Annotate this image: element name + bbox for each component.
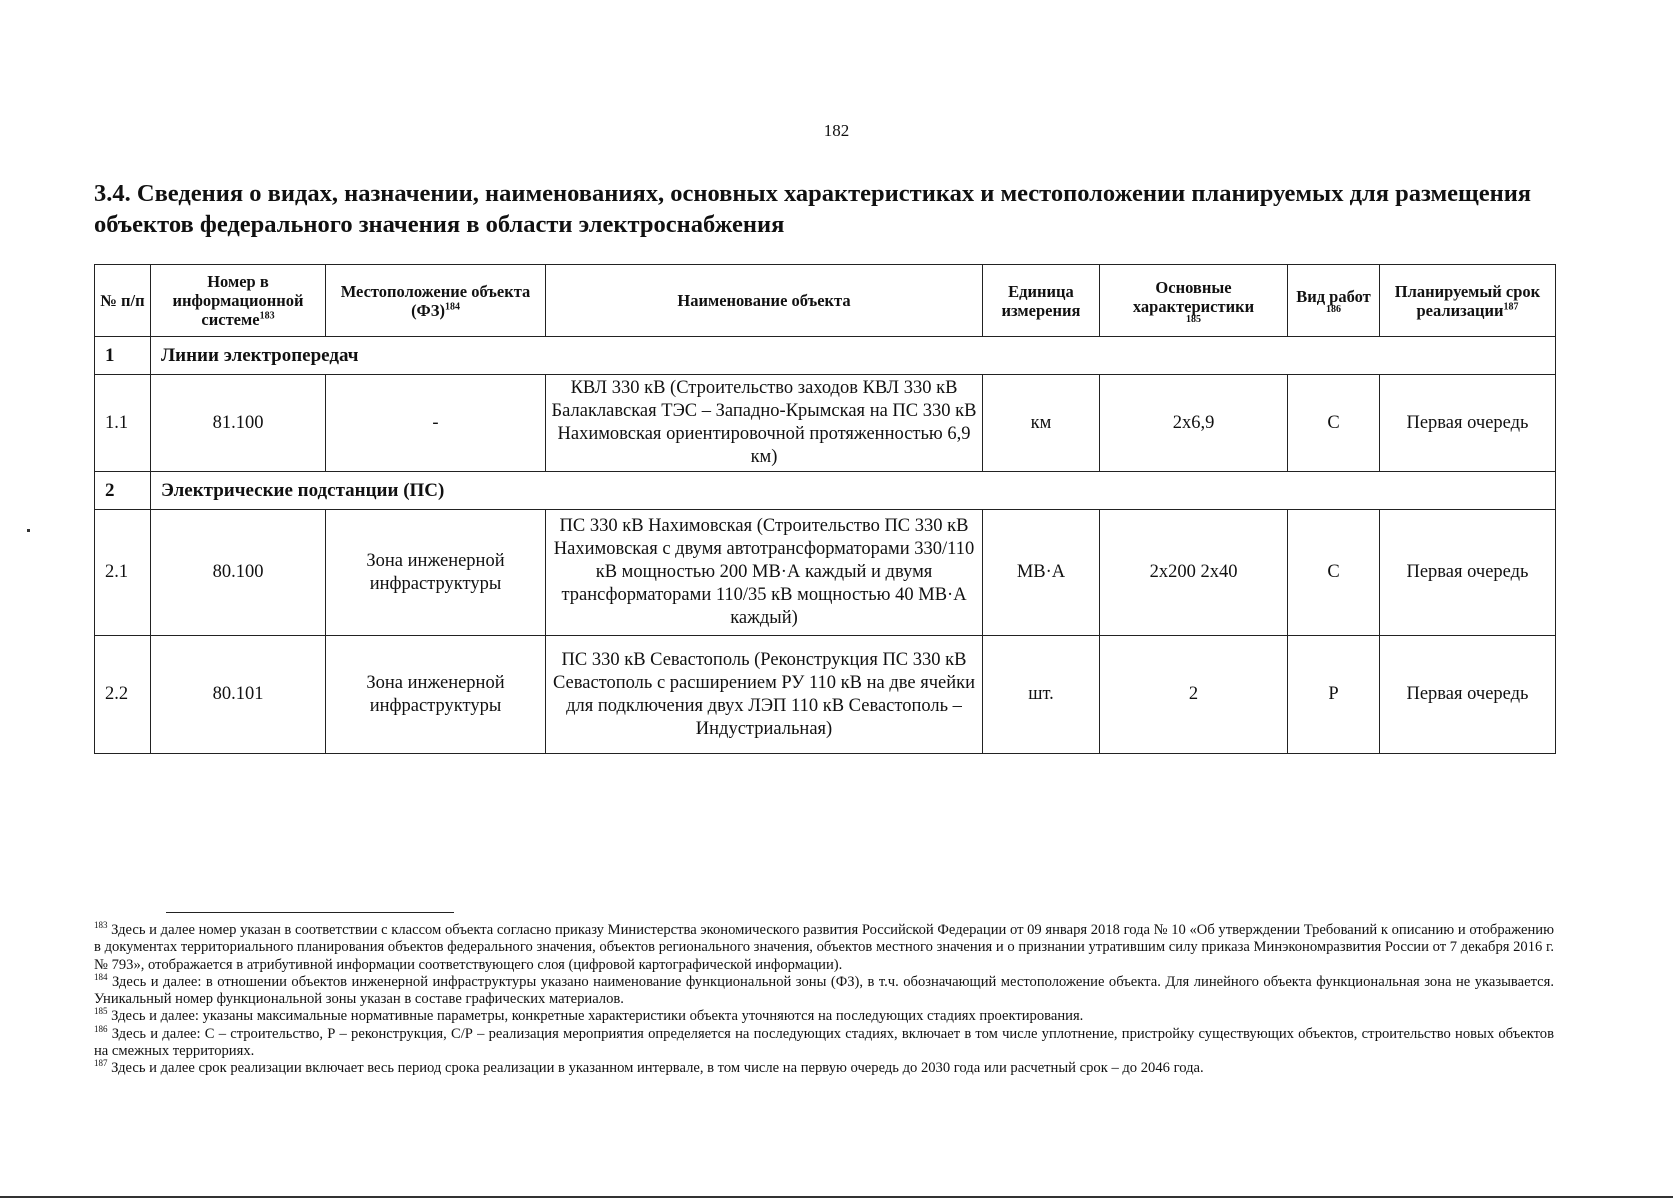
row-name: КВЛ 330 кВ (Строительство заходов КВЛ 330 кВ Балаклавская ТЭС – Западно-Крымская на ПС 330 кВ Нахимовская ориентировочной протяженностью 6,9 км) bbox=[546, 375, 983, 472]
scan-bottom-edge bbox=[0, 1196, 1673, 1198]
header-work-type: Вид работ 186 bbox=[1288, 265, 1380, 337]
footnote-185: $^{185}$ Здесь и далее: указаны максимальные нормативные параметры, конкретные характеристики объекта уточняются на последующих стадиях проектирования. bbox=[94, 1006, 1084, 1025]
table-row bbox=[95, 636, 1556, 754]
row-location: - bbox=[326, 375, 546, 472]
footnotes bbox=[94, 922, 1554, 1078]
group-num: 2 bbox=[95, 472, 151, 510]
header-location: Местоположение объекта (ФЗ)$^{184}$ bbox=[326, 265, 546, 337]
header-term: Планируемый срок реализации$^{187}$ bbox=[1380, 265, 1556, 337]
row-work-type: С bbox=[1288, 510, 1380, 636]
row-work-type: Р bbox=[1288, 636, 1380, 754]
group-row-substations bbox=[95, 472, 1556, 510]
header-is-number: Номер в информационной системе$^{183}$ bbox=[151, 265, 326, 337]
row-unit: км bbox=[983, 375, 1100, 472]
row-work-type: С bbox=[1288, 375, 1380, 472]
group-num: 1 bbox=[95, 337, 151, 375]
row-characteristics: 2х200 2х40 bbox=[1100, 510, 1288, 636]
row-is-number: 80.101 bbox=[151, 636, 326, 754]
row-is-number: 81.100 bbox=[151, 375, 326, 472]
row-num: 1.1 bbox=[95, 375, 151, 472]
footnote-183: $^{183}$ Здесь и далее номер указан в соответствии с классом объекта согласно приказу Министерства экономического развития Российской Федерации от 09 января 2018 года № 10 «Об утверждении Требований к описанию и отображению в документах территориального планирования объектов федерального значения, объектов регионального значения, объектов местного значения и о признании утратившим силу приказа Минэкономразвития России от 7 декабря 2016 г. № 793», отображается в атрибутивной информации соответствующего слоя (цифровой картографической информации). bbox=[94, 920, 1554, 973]
row-term: Первая очередь bbox=[1380, 375, 1556, 472]
footnote-separator bbox=[166, 912, 454, 913]
table-header-row bbox=[95, 265, 1556, 337]
footnote-184: $^{184}$ Здесь и далее: в отношении объектов инженерной инфраструктуры указано наименование функциональной зоны (ФЗ), в т.ч. обозначающий местоположение объекта. Для линейного объекта функциональная зона не указывается. Уникальный номер функциональной зоны указан в составе графических материалов. bbox=[94, 972, 1554, 1008]
row-characteristics: 2 bbox=[1100, 636, 1288, 754]
header-num: № п/п bbox=[95, 265, 151, 337]
row-num: 2.2 bbox=[95, 636, 151, 754]
row-term: Первая очередь bbox=[1380, 636, 1556, 754]
page-number: 182 bbox=[823, 121, 850, 140]
group-title: Линии электропередач bbox=[151, 337, 1556, 375]
objects-table bbox=[94, 264, 1556, 754]
table-row bbox=[95, 510, 1556, 636]
row-is-number: 80.100 bbox=[151, 510, 326, 636]
row-location: Зона инженерной инфраструктуры bbox=[326, 636, 546, 754]
section-title: 3.4. Сведения о видах, назначении, наименованиях, основных характеристиках и местоположении планируемых для размещения объектов федерального значения в области электроснабжения bbox=[94, 180, 1532, 238]
scan-speck bbox=[27, 529, 30, 532]
header-unit: Единица измерения bbox=[983, 265, 1100, 337]
header-characteristics: Основные характеристики 185 bbox=[1100, 265, 1288, 337]
row-num: 2.1 bbox=[95, 510, 151, 636]
group-title: Электрические подстанции (ПС) bbox=[151, 472, 1556, 510]
footnote-187: $^{187}$ Здесь и далее срок реализации включает весь период срока реализации в указанном интервале, в том числе на первую очередь до 2030 года или расчетный срок – до 2046 года. bbox=[94, 1058, 1204, 1077]
table-row bbox=[95, 375, 1556, 472]
row-location: Зона инженерной инфраструктуры bbox=[326, 510, 546, 636]
footnote-186: $^{186}$ Здесь и далее: С – строительство, Р – реконструкция, С/Р – реализация мероприятия определяется на последующих стадиях, включает в том числе уплотнение, пристройку существующих объектов, строительство новых объектов на смежных территориях. bbox=[94, 1023, 1554, 1060]
row-unit: шт. bbox=[983, 636, 1100, 754]
row-characteristics: 2х6,9 bbox=[1100, 375, 1288, 472]
row-name: ПС 330 кВ Севастополь (Реконструкция ПС 330 кВ Севастополь с расширением РУ 110 кВ на две ячейки для подключения двух ЛЭП 110 кВ Севастополь – Индустриальная) bbox=[546, 636, 983, 754]
header-name: Наименование объекта bbox=[546, 265, 983, 337]
row-unit: МВ·А bbox=[983, 510, 1100, 636]
row-name: ПС 330 кВ Нахимовская (Строительство ПС 330 кВ Нахимовская с двумя автотрансформаторами 330/110 кВ мощностью 200 МВ·А каждый и двумя трансформаторами 110/35 кВ мощностью 40 МВ·А каждый) bbox=[546, 510, 983, 636]
group-row-power-lines bbox=[95, 337, 1556, 375]
row-term: Первая очередь bbox=[1380, 510, 1556, 636]
